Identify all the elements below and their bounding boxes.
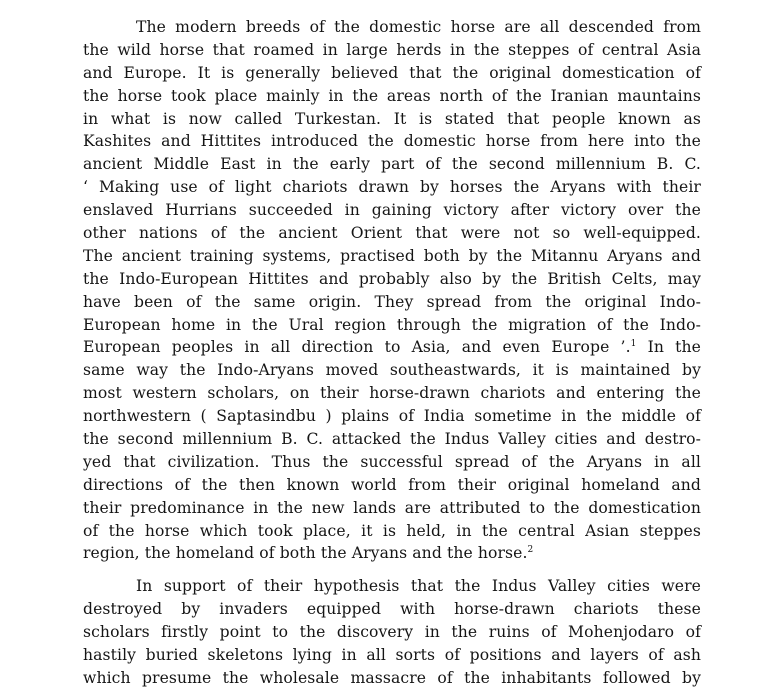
text-line: The ancient training systems, practised both by the Mitannu Aryans and	[83, 246, 701, 265]
paragraph-indus-valley	[83, 575, 701, 689]
text-fragment: In the	[636, 338, 702, 357]
text-line: European home in the Ural region through the migration of the Indo-	[83, 315, 701, 334]
text-line: directions of the then known world from their original homeland and	[83, 475, 701, 494]
text-line-with-footnote	[83, 336, 701, 359]
text-line-with-footnote	[83, 542, 701, 565]
text-line: yed that civilization. Thus the successful spread of the Aryans in all	[83, 452, 701, 471]
text-line: the second millennium B. C. attacked the Indus Valley cities and destro-	[83, 430, 701, 449]
text-line: and Europe. It is generally believed that the original domestication of	[83, 63, 701, 82]
text-line: Kashites and Hittites introduced the domestic horse from here into the	[83, 132, 701, 151]
text-line: their predominance in the new lands are attributed to the domestication	[83, 498, 701, 517]
text-line: most western scholars, on their horse-drawn chariots and entering the	[83, 384, 701, 403]
text-fragment: region, the homeland of both the Aryans and the horse.	[83, 544, 528, 563]
document-page	[83, 16, 701, 690]
text-line: other nations of the ancient Orient that were not so well-equipped.	[83, 224, 701, 243]
text-line: scholars firstly point to the discovery in the ruins of Mohenjodaro of	[83, 623, 701, 642]
text-line: destroyed by invaders equipped with horse-drawn chariots these	[83, 600, 701, 619]
text-line: same way the Indo-Aryans moved southeastwards, it is maintained by	[83, 361, 701, 380]
text-line: have been of the same origin. They spread from the original Indo-	[83, 292, 701, 311]
text-line: the Indo-European Hittites and probably also by the British Celts, may	[83, 269, 701, 288]
text-line: in what is now called Turkestan. It is stated that people known as	[83, 109, 701, 128]
text-fragment: European peoples in all direction to Asia, and even Europe ’.	[83, 338, 631, 357]
text-line: the wild horse that roamed in large herds in the steppes of central Asia	[83, 40, 701, 59]
text-line: of the horse which took place, it is held, in the central Asian steppes	[83, 521, 701, 540]
text-line: hastily buried skeletons lying in all sorts of positions and layers of ash	[83, 646, 701, 665]
text-line: northwestern ( Saptasindbu ) plains of India sometime in the middle of	[83, 407, 701, 426]
text-line: enslaved Hurrians succeeded in gaining victory after victory over the	[83, 201, 701, 220]
text-line: which presume the wholesale massacre of the inhabitants followed by	[83, 668, 701, 687]
text-line: ancient Middle East in the early part of the second millennium B. C.	[83, 155, 701, 174]
paragraph-horse-domestication	[83, 16, 701, 565]
text-line: the horse took place mainly in the areas north of the Iranian mauntains	[83, 86, 701, 105]
footnote-marker: 2	[527, 545, 534, 556]
text-line: ‘ Making use of light chariots drawn by horses the Aryans with their	[83, 178, 701, 197]
footnote-marker: 1	[630, 339, 637, 350]
text-line: The modern breeds of the domestic horse are all descended from	[136, 18, 701, 36]
text-line: In support of their hypothesis that the Indus Valley cities were	[136, 577, 701, 596]
